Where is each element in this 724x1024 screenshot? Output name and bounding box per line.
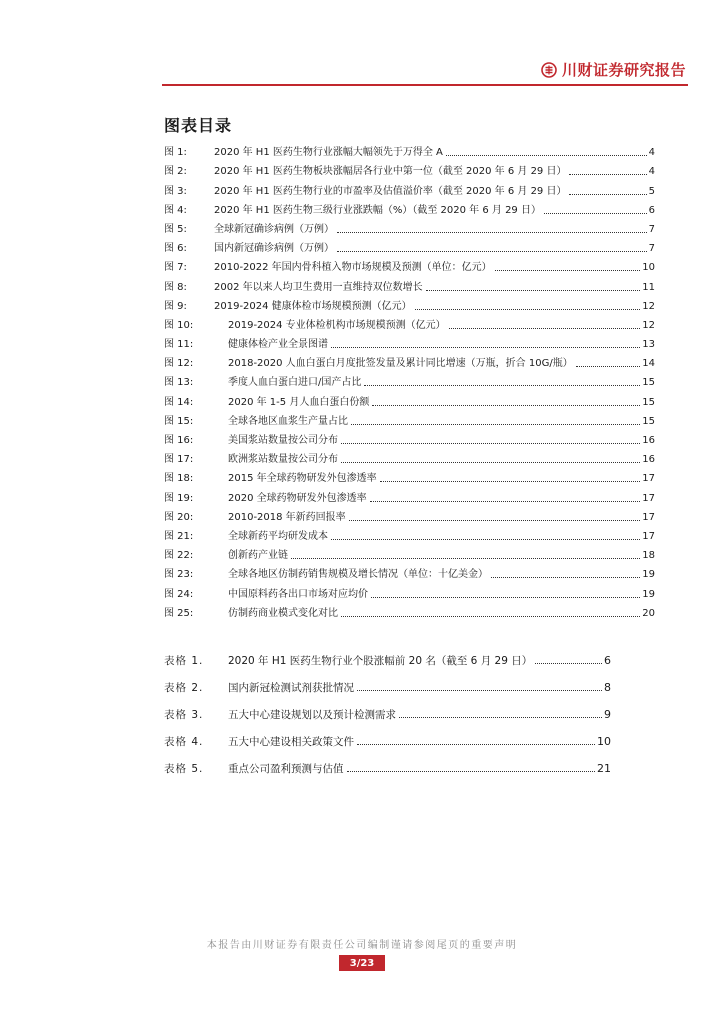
leader-dots xyxy=(535,663,602,664)
figure-title: 全球新冠确诊病例（万例） xyxy=(214,223,334,235)
table-label: 表格 1. xyxy=(164,655,204,667)
figure-page: 18 xyxy=(642,550,655,562)
leader-dots xyxy=(491,577,640,578)
leader-dots xyxy=(349,520,641,521)
figure-label: 图 2: xyxy=(164,166,187,178)
figure-title: 欧洲浆站数量按公司分布 xyxy=(228,454,338,466)
leader-dots xyxy=(337,232,647,233)
figure-title: 2002 年以来人均卫生费用一直维持双位数增长 xyxy=(214,281,423,293)
table-title: 重点公司盈利预测与估值 xyxy=(228,763,344,775)
page-number: 3/23 xyxy=(339,955,385,971)
leader-dots xyxy=(380,481,641,482)
table-label: 表格 3. xyxy=(164,709,204,721)
figure-page: 7 xyxy=(648,223,655,235)
figure-page: 12 xyxy=(642,300,655,312)
figure-list xyxy=(164,140,655,620)
figure-label: 图 21: xyxy=(164,530,194,542)
figure-label: 图 18: xyxy=(164,473,194,485)
brand xyxy=(541,59,686,80)
toc-table-entry[interactable] xyxy=(164,694,611,721)
toc-figure-entry[interactable] xyxy=(164,505,655,524)
header-divider xyxy=(162,84,688,86)
toc-figure-entry[interactable] xyxy=(164,389,655,408)
figure-page: 20 xyxy=(642,607,655,619)
figure-title: 全球各地区血浆生产量占比 xyxy=(228,415,348,427)
leader-dots xyxy=(357,690,602,691)
figure-label: 图 4: xyxy=(164,204,187,216)
figure-label: 图 3: xyxy=(164,185,187,197)
figure-page: 5 xyxy=(648,185,655,197)
figure-page: 17 xyxy=(642,511,655,523)
table-page: 6 xyxy=(604,654,611,667)
figure-page: 4 xyxy=(648,166,655,178)
toc-table-entry[interactable] xyxy=(164,640,611,667)
leader-dots xyxy=(341,462,640,463)
figure-title: 2018-2020 人血白蛋白月度批签发量及累计同比增速（万瓶，折合 10G/瓶） xyxy=(228,358,573,370)
footer-disclaimer: 本报告由川财证券有限责任公司编制谨请参阅尾页的重要声明 xyxy=(206,940,518,951)
figure-title: 国内新冠确诊病例（万例） xyxy=(214,243,334,255)
figure-label: 图 15: xyxy=(164,415,194,427)
table-label: 表格 4. xyxy=(164,736,204,748)
figure-title: 仿制药商业模式变化对比 xyxy=(228,607,338,619)
leader-dots xyxy=(544,213,647,214)
leader-dots xyxy=(337,251,647,252)
figure-page: 15 xyxy=(642,415,655,427)
toc-figure-entry[interactable] xyxy=(164,543,655,562)
figure-title: 2010-2022 年国内骨科植入物市场规模及预测（单位：亿元） xyxy=(214,262,492,274)
toc-figure-entry[interactable] xyxy=(164,159,655,178)
table-label: 表格 2. xyxy=(164,682,204,694)
figure-label: 图 25: xyxy=(164,607,194,619)
leader-dots xyxy=(331,539,640,540)
toc-figure-entry[interactable] xyxy=(164,294,655,313)
figure-page: 17 xyxy=(642,530,655,542)
figure-page: 4 xyxy=(648,147,655,159)
leader-dots xyxy=(569,174,646,175)
figure-page: 16 xyxy=(642,435,655,446)
figure-title: 2019-2024 专业体检机构市场规模预测（亿元） xyxy=(228,319,446,331)
figure-label: 图 9: xyxy=(164,300,187,312)
figure-page: 19 xyxy=(642,588,655,600)
figure-label: 图 14: xyxy=(164,396,194,408)
figure-title: 全球各地区仿制药销售规模及增长情况（单位：十亿美金） xyxy=(228,569,488,581)
figure-label: 图 6: xyxy=(164,243,187,255)
figure-page: 19 xyxy=(642,569,655,581)
table-list xyxy=(164,640,611,775)
figure-title: 中国原料药各出口市场对应均价 xyxy=(228,588,368,600)
figure-title: 季度人血白蛋白进口/国产占比 xyxy=(228,377,362,389)
leader-dots xyxy=(446,155,647,156)
figure-page: 17 xyxy=(642,492,655,504)
figure-page: 15 xyxy=(642,377,655,389)
toc-table-entry[interactable] xyxy=(164,667,611,694)
leader-dots xyxy=(576,366,641,367)
table-title: 五大中心建设相关政策文件 xyxy=(228,736,354,748)
figure-label: 图 23: xyxy=(164,569,194,581)
figure-label: 图 10: xyxy=(164,319,194,331)
figure-label: 图 16: xyxy=(164,435,194,446)
figure-label: 图 11: xyxy=(164,339,194,351)
leader-dots xyxy=(331,347,640,348)
figure-label: 图 5: xyxy=(164,223,187,235)
page-header xyxy=(0,0,724,90)
leader-dots xyxy=(426,290,641,291)
figure-label: 图 20: xyxy=(164,511,194,523)
figure-page: 11 xyxy=(642,281,655,293)
toc-table-entry[interactable] xyxy=(164,721,611,748)
leader-dots xyxy=(341,443,640,444)
figure-title: 2010-2018 年新药回报率 xyxy=(228,511,346,523)
toc-figure-entry[interactable] xyxy=(164,562,655,581)
table-label: 表格 5. xyxy=(164,763,204,775)
figure-page: 6 xyxy=(648,204,655,216)
figure-page: 15 xyxy=(642,396,655,408)
toc-figure-entry[interactable] xyxy=(164,601,655,620)
table-title: 国内新冠检测试剂获批情况 xyxy=(228,682,354,694)
toc-figure-entry[interactable] xyxy=(164,409,655,428)
figure-title: 2019-2024 健康体检市场规模预测（亿元） xyxy=(214,300,412,312)
toc-figure-entry[interactable] xyxy=(164,217,655,236)
toc-figure-entry[interactable] xyxy=(164,466,655,485)
leader-dots xyxy=(364,385,640,386)
table-title: 五大中心建设规划以及预计检测需求 xyxy=(228,709,396,721)
figure-page: 7 xyxy=(648,243,655,255)
leader-dots xyxy=(357,744,595,745)
figure-title: 2020 年 H1 医药生物板块涨幅居各行业中第一位（截至 2020 年 6 月 29 日） xyxy=(214,166,567,178)
leader-dots xyxy=(371,597,640,598)
table-page: 10 xyxy=(597,735,611,748)
table-page: 8 xyxy=(604,681,611,694)
figure-title: 创新药产业链 xyxy=(228,550,288,562)
toc-figure-entry[interactable] xyxy=(164,274,655,293)
leader-dots xyxy=(347,771,596,772)
toc-figure-entry[interactable] xyxy=(164,524,655,543)
brand-name: 川财证券研究报告 xyxy=(561,61,686,79)
figure-title: 2020 年 H1 医药生物三级行业涨跌幅（%）（截至 2020 年 6 月 29 日） xyxy=(214,204,541,216)
figure-label: 图 22: xyxy=(164,550,194,562)
figure-page: 16 xyxy=(642,454,655,466)
leader-dots xyxy=(415,309,641,310)
figure-title: 全球新药平均研发成本 xyxy=(228,530,328,542)
leader-dots xyxy=(351,424,640,425)
figure-title: 2020 年 H1 医药生物行业的市盈率及估值溢价率（截至 2020 年 6 月 29 日） xyxy=(214,185,567,197)
sichuan-finance-logo-icon xyxy=(541,62,557,78)
figure-title: 2020 年 H1 医药生物行业涨幅大幅领先于万得全 A xyxy=(214,147,443,159)
toc-figure-entry[interactable] xyxy=(164,447,655,466)
figure-title: 2020 年 1-5 月人血白蛋白份额 xyxy=(228,396,370,408)
toc-figure-entry[interactable] xyxy=(164,370,655,389)
leader-dots xyxy=(291,558,640,559)
toc-title: 图表目录 xyxy=(164,116,233,135)
toc-table-entry[interactable] xyxy=(164,748,611,775)
toc-figure-entry[interactable] xyxy=(164,178,655,197)
figure-title: 2020 全球药物研发外包渗透率 xyxy=(228,492,367,504)
leader-dots xyxy=(372,405,640,406)
leader-dots xyxy=(495,270,641,271)
toc-figure-entry[interactable] xyxy=(164,255,655,274)
toc-figure-entry[interactable] xyxy=(164,313,655,332)
toc-figure-entry[interactable] xyxy=(164,428,655,447)
table-page: 21 xyxy=(597,762,611,775)
figure-page: 14 xyxy=(642,358,655,370)
leader-dots xyxy=(341,616,640,617)
leader-dots xyxy=(399,717,602,718)
figure-title: 健康体检产业全景图谱 xyxy=(228,339,328,351)
toc-figure-entry[interactable] xyxy=(164,581,655,600)
figure-title: 美国浆站数量按公司分布 xyxy=(228,435,338,446)
figure-label: 图 1: xyxy=(164,147,187,159)
figure-label: 图 8: xyxy=(164,281,187,293)
toc-figure-entry[interactable] xyxy=(164,485,655,504)
toc-figure-entry[interactable] xyxy=(164,236,655,255)
toc-figure-entry[interactable] xyxy=(164,332,655,351)
figure-label: 图 19: xyxy=(164,492,194,504)
figure-label: 图 7: xyxy=(164,262,187,274)
figure-page: 13 xyxy=(642,339,655,351)
leader-dots xyxy=(569,194,646,195)
leader-dots xyxy=(370,501,641,502)
toc-figure-entry[interactable] xyxy=(164,351,655,370)
toc-figure-entry[interactable] xyxy=(164,140,655,159)
figure-page: 17 xyxy=(642,473,655,485)
leader-dots xyxy=(449,328,641,329)
figure-label: 图 13: xyxy=(164,377,194,389)
figure-title: 2015 年全球药物研发外包渗透率 xyxy=(228,473,377,485)
toc-figure-entry[interactable] xyxy=(164,198,655,217)
table-page: 9 xyxy=(604,708,611,721)
figure-page: 10 xyxy=(642,262,655,274)
table-title: 2020 年 H1 医药生物行业个股涨幅前 20 名（截至 6 月 29 日） xyxy=(228,655,533,667)
figure-label: 图 17: xyxy=(164,454,194,466)
figure-label: 图 12: xyxy=(164,358,194,370)
figure-page: 12 xyxy=(642,319,655,331)
figure-label: 图 24: xyxy=(164,588,194,600)
